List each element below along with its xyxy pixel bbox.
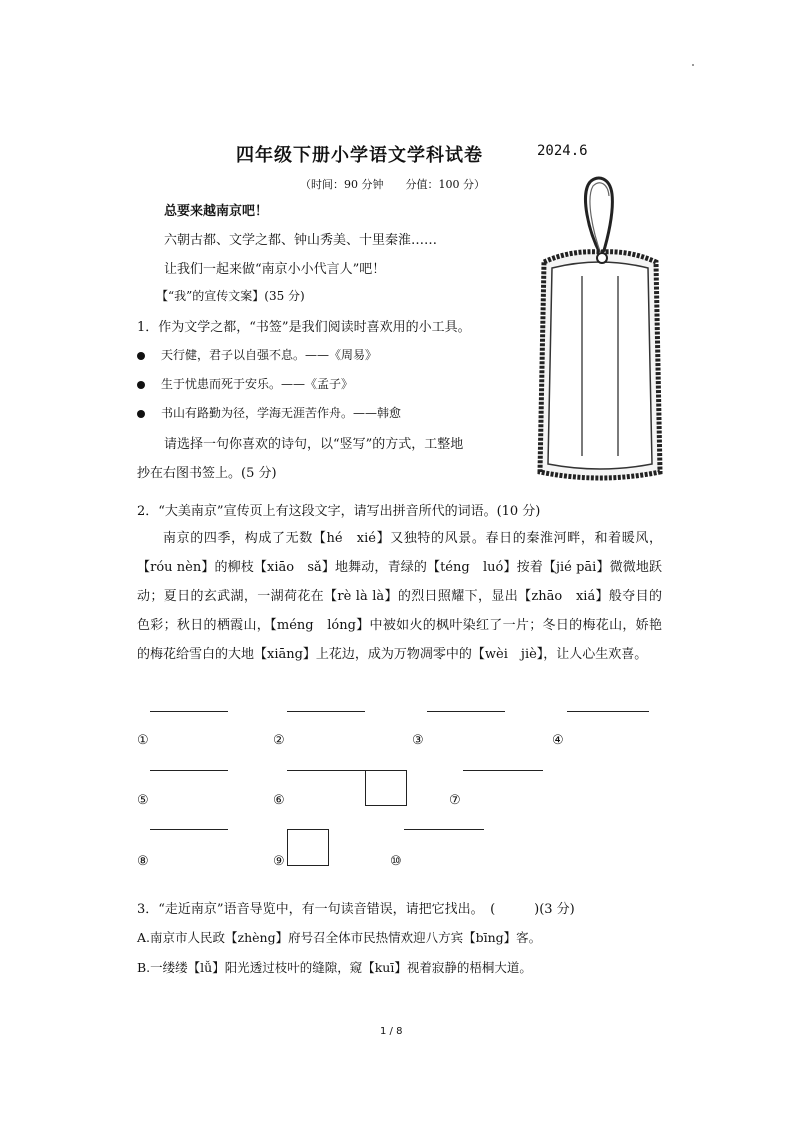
answer-label-1: ① [137, 733, 149, 748]
answer-line-5[interactable] [150, 770, 228, 771]
intro-line-1: 总要来越南京吧！ [164, 204, 269, 219]
q1-quote-2 [137, 375, 353, 392]
section-heading: 【“我”的宣传文案】(35 分) [156, 289, 305, 303]
answer-box-6[interactable] [365, 770, 407, 806]
answer-line-3[interactable] [427, 711, 505, 712]
bookmark-illustration [530, 172, 670, 484]
intro-line-2: 六朝古都、文学之都、钟山秀美、十里秦淮…… [164, 233, 438, 248]
answer-line-1[interactable] [150, 711, 228, 712]
bookmark-hole [597, 253, 607, 263]
answer-label-8: ⑧ [137, 854, 149, 869]
quote-text: 生于忧患而死于安乐。——《孟子》 [161, 377, 354, 391]
answer-line-10[interactable] [404, 829, 484, 830]
quote-text: 天行健，君子以自强不息。——《周易》 [161, 348, 378, 362]
q3-option-b: B.一缕缕【lǚ】阳光透过枝叶的缝隙，窥【kuī】视着寂静的梧桐大道。 [137, 960, 532, 975]
intro-line-3: 让我们一起来做“南京小小代言人”吧！ [164, 262, 386, 277]
q1-stem: 1．作为文学之都，“书签”是我们阅读时喜欢用的小工具。 [137, 320, 471, 335]
q1-quote-3 [137, 404, 401, 421]
answer-label-5: ⑤ [137, 793, 149, 808]
exam-meta: （时间：90 分钟 分值：100 分） [300, 178, 485, 191]
answer-label-2: ② [273, 733, 285, 748]
answer-box-9[interactable] [287, 829, 329, 866]
q3-option-a: A.南京市人民政【zhèng】府号召全体市民热情欢迎八方宾【bīng】客。 [137, 930, 542, 945]
answer-label-6: ⑥ [273, 793, 285, 808]
q1-instruction-2: 抄在右图书签上。(5 分) [137, 466, 277, 481]
q1-quote-1 [137, 346, 377, 363]
bullet-dot [137, 410, 145, 418]
answer-line-2[interactable] [287, 711, 365, 712]
answer-line-6[interactable] [287, 770, 365, 771]
q1-instruction-1: 请选择一句你喜欢的诗句，以“竖写”的方式，工整地 [164, 437, 464, 452]
answer-label-4: ④ [552, 733, 564, 748]
answer-label-9: ⑨ [273, 854, 285, 869]
q2-paragraph [137, 524, 662, 669]
answer-line-8[interactable] [150, 829, 228, 830]
bookmark-inner [548, 262, 652, 469]
answer-label-10: ⑩ [390, 854, 402, 869]
q3-stem: 3．“走近南京”语音导览中，有一句读音错误，请把它找出。 ( )(3 分) [137, 902, 575, 917]
answer-label-3: ③ [412, 733, 424, 748]
bullet-dot [137, 352, 145, 360]
answer-label-7: ⑦ [449, 793, 461, 808]
q2-stem: 2．“大美南京”宣传页上有这段文字，请写出拼音所代的词语。(10 分) [137, 504, 541, 519]
scan-speck [692, 64, 694, 66]
answer-line-4[interactable] [567, 711, 649, 712]
quote-text: 书山有路勤为径，学海无涯苦作舟。——韩愈 [161, 406, 402, 420]
answer-line-7[interactable] [463, 770, 543, 771]
exam-date: 2024.6 [537, 143, 588, 159]
exam-title: 四年级下册小学语文学科试卷 [236, 145, 483, 166]
bullet-dot [137, 381, 145, 389]
page-number: 1 / 8 [380, 1026, 403, 1037]
q2-paragraph-text: 南京的四季，构成了无数【hé xié】又独特的风景。春日的秦淮河畔，和着暖风，【róu nèn】的柳枝【xiāo sǎ】地舞动，青绿的【téng luó】按着【jié pāi】微微地跃动；夏日的玄武湖，一湖荷花在【rè là là】的烈日照耀下，显出【zhāo xiá】般夺目的色彩；秋日的栖霞山，【méng lóng】中被如火的枫叶染红了一片；冬日的梅花山，娇艳的梅花给雪白的大地【xiāng】上花边，成为万物凋零中的【wèi jiè】，让人心生欢喜。 [137, 531, 662, 662]
